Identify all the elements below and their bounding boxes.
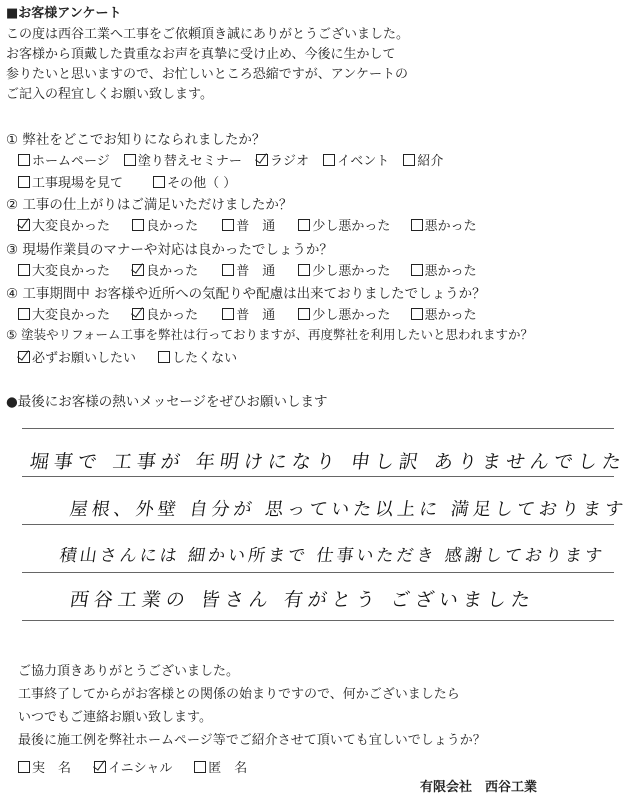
ruled-line xyxy=(22,572,614,573)
option[interactable]: その他（ ） xyxy=(153,176,236,191)
option[interactable]: 良かった xyxy=(132,260,218,279)
handwritten-message-line-3: 積山さんには 細かい所まで 仕事いただき 感謝しております xyxy=(58,546,607,566)
question-2-label: ② 工事の仕上がりはご満足いただけましたか？ xyxy=(6,197,293,213)
company-name: 有限会社 西谷工業 xyxy=(420,780,538,795)
option[interactable]: 大変良かった xyxy=(18,304,128,323)
survey-title: ■お客様アンケート xyxy=(6,6,122,21)
ruled-line xyxy=(22,524,614,525)
checkbox[interactable] xyxy=(18,154,30,166)
checkbox[interactable] xyxy=(222,264,234,276)
option[interactable]: 大変良かった xyxy=(18,215,128,234)
checkbox-checked[interactable] xyxy=(18,351,30,363)
question-3-options xyxy=(18,260,477,279)
footer-line-3: いつでもご連絡お願い致します。 xyxy=(18,710,212,725)
checkbox[interactable] xyxy=(298,219,310,231)
ruled-line xyxy=(22,428,614,429)
checkbox-checked[interactable] xyxy=(132,308,144,320)
checkbox[interactable] xyxy=(153,176,165,188)
option[interactable]: 必ずお願いしたい xyxy=(18,347,154,366)
name-disclosure-options xyxy=(18,757,247,776)
footer-line-2: 工事終了してからがお客様との関係の始まりですので、何かございましたら xyxy=(18,687,460,702)
question-1-options-row-2 xyxy=(18,172,236,191)
intro-line-2: お客様から頂戴した貴重なお声を真摯に受け止め、今後に生かして xyxy=(6,47,396,62)
option-anonymous[interactable]: 匿 名 xyxy=(194,761,247,776)
option[interactable]: 普 通 xyxy=(222,304,294,323)
checkbox[interactable] xyxy=(18,308,30,320)
checkbox[interactable] xyxy=(298,264,310,276)
option[interactable]: 悪かった xyxy=(411,219,477,234)
ruled-line xyxy=(22,476,614,477)
question-5-label: ⑤ 塗装やリフォーム工事を弊社は行っておりますが、再度弊社を利用したいと思われますか？ xyxy=(6,327,534,342)
option-initial[interactable]: イニシャル xyxy=(94,757,190,776)
handwritten-message-line-2: 屋根、外壁 自分が 思っていた以上に 満足しております xyxy=(68,499,629,520)
option[interactable]: したくない xyxy=(158,351,237,366)
option[interactable]: 悪かった xyxy=(411,308,477,323)
intro-line-3: 参りたいと思いますので、お忙しいところ恐縮ですが、アンケートの xyxy=(6,67,408,82)
checkbox[interactable] xyxy=(323,154,335,166)
intro-line-1: この度は西谷工業へ工事をご依頼頂き誠にありがとうございました。 xyxy=(6,27,410,42)
checkbox[interactable] xyxy=(222,219,234,231)
checkbox-checked[interactable] xyxy=(256,154,268,166)
option[interactable]: イベント xyxy=(323,154,389,169)
checkbox-checked[interactable] xyxy=(18,219,30,231)
ruled-line xyxy=(22,620,614,621)
option[interactable]: 大変良かった xyxy=(18,260,128,279)
footer-line-1: ご協力頂きありがとうございました。 xyxy=(18,664,240,679)
question-4-label: ④ 工事期間中 お客様や近所への気配りや配慮は出来ておりましたでしょうか？ xyxy=(6,286,486,302)
checkbox[interactable] xyxy=(403,154,415,166)
checkbox[interactable] xyxy=(411,219,423,231)
checkbox[interactable] xyxy=(222,308,234,320)
question-1-label: ① 弊社をどこでお知りになられましたか？ xyxy=(6,132,266,148)
option[interactable]: 紹介 xyxy=(403,154,443,169)
option[interactable]: 悪かった xyxy=(411,264,477,279)
question-2-options xyxy=(18,215,477,234)
intro-line-4: ご記入の程宜しくお願い致します。 xyxy=(6,87,213,102)
checkbox-checked[interactable] xyxy=(94,761,106,773)
option[interactable]: 少し悪かった xyxy=(298,304,406,323)
option[interactable]: 少し悪かった xyxy=(298,260,406,279)
option[interactable]: 普 通 xyxy=(222,260,294,279)
question-5-options xyxy=(18,347,237,366)
option[interactable]: ラジオ xyxy=(256,154,309,169)
option-real-name[interactable]: 実 名 xyxy=(18,757,90,776)
checkbox-checked[interactable] xyxy=(132,264,144,276)
checkbox[interactable] xyxy=(411,264,423,276)
checkbox[interactable] xyxy=(124,154,136,166)
checkbox[interactable] xyxy=(18,176,30,188)
checkbox[interactable] xyxy=(411,308,423,320)
checkbox[interactable] xyxy=(18,264,30,276)
footer-line-4: 最後に施工例を弊社ホームページ等でご紹介させて頂いても宜しいでしょうか？ xyxy=(18,733,486,748)
option[interactable]: 少し悪かった xyxy=(298,215,406,234)
checkbox[interactable] xyxy=(158,351,170,363)
handwritten-message-line-1: 堀事で 工事が 年明けになり 申し訳 ありませんでした xyxy=(28,451,628,473)
checkbox[interactable] xyxy=(194,761,206,773)
checkbox[interactable] xyxy=(132,219,144,231)
option[interactable]: 良かった xyxy=(132,215,218,234)
option[interactable]: 良かった xyxy=(132,304,218,323)
checkbox[interactable] xyxy=(18,761,30,773)
question-3-label: ③ 現場作業員のマナーや対応は良かったでしょうか？ xyxy=(6,242,333,258)
option[interactable]: ホームページ xyxy=(18,154,110,169)
option[interactable]: 普 通 xyxy=(222,215,294,234)
handwritten-message-line-4: 西谷工業の 皆さん 有がとう ございました xyxy=(68,589,537,611)
question-4-options xyxy=(18,304,477,323)
option[interactable]: 工事現場を見て xyxy=(18,176,123,191)
option[interactable]: 塗り替えセミナー xyxy=(124,154,242,169)
question-1-options-row-1 xyxy=(18,150,443,169)
message-heading: ●最後にお客様の熱いメッセージをぜひお願いします xyxy=(6,394,328,410)
checkbox[interactable] xyxy=(298,308,310,320)
